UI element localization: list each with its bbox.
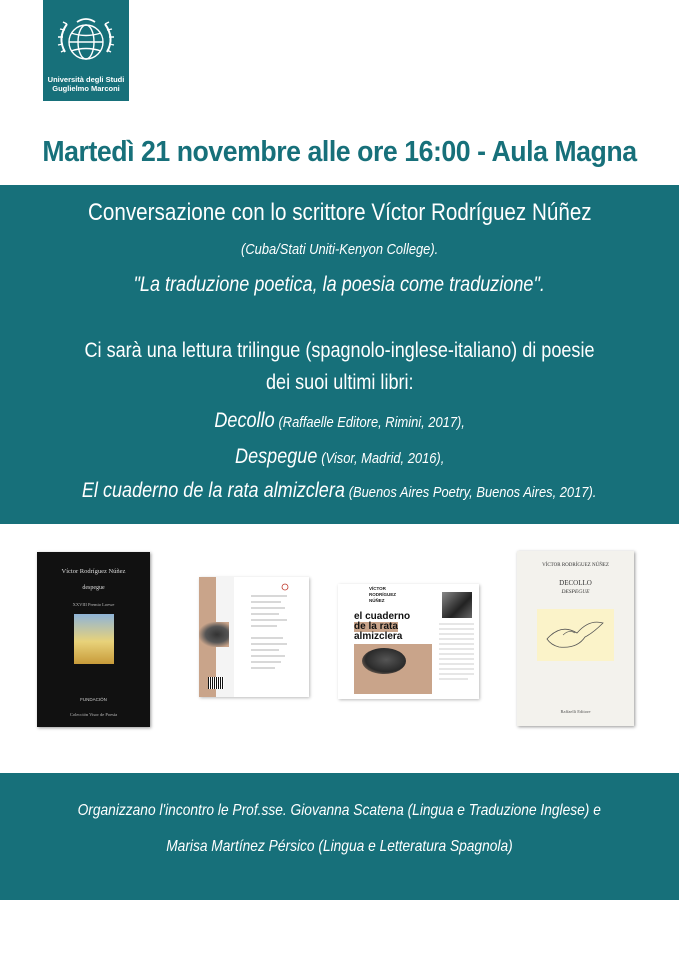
university-globe-emblem-icon	[43, 0, 129, 75]
book-title: El cuaderno de la rata almizclera	[82, 479, 346, 502]
book-photo	[199, 622, 229, 647]
cover-back-text-lines	[438, 620, 476, 700]
cover-subtitle: DESPEGUE	[561, 589, 590, 595]
cover-publisher: Raffaelli Editore	[560, 709, 591, 714]
talk-title: "La traduzione poetica, la poesia come traduzione".	[133, 273, 546, 296]
logo-line-1: Università degli Studi	[47, 75, 125, 84]
event-title: Conversazione con lo scrittore Víctor Rodríguez Núñez	[87, 199, 592, 226]
organizers-line-2	[0, 838, 679, 856]
book-line-decollo	[0, 409, 679, 433]
cover-title-block	[354, 612, 440, 642]
cover-author: VÍCTOR RODRÍGUEZ NÚÑEZ	[369, 586, 396, 603]
reading-text-1: Ci sarà una lettura trilingue (spagnolo-inglese-italiano) di poesie	[84, 339, 595, 362]
organizers-text-2: Marisa Martínez Pérsico (Lingua e Letteratura Spagnola)	[166, 838, 513, 855]
cover-painting	[74, 614, 114, 664]
talk-title-line	[0, 273, 679, 297]
cover-cuaderno	[338, 584, 479, 699]
reading-line-1	[0, 339, 679, 363]
book-details: (Buenos Aires Poetry, Buenos Aires, 2017).	[349, 484, 597, 501]
book-line-cuaderno	[0, 479, 679, 503]
event-title-line	[0, 199, 679, 227]
cover-decollo	[517, 551, 634, 726]
cover-title: despegue	[82, 585, 105, 591]
cover-title: DECOLLO	[559, 579, 592, 587]
book-line-despegue	[0, 445, 679, 469]
affiliation: (Cuba/Stati Uniti-Kenyon College).	[240, 241, 439, 258]
event-date-headline: Martedì 21 novembre alle ore 16:00 - Aula Magna	[42, 136, 637, 168]
cover-publisher-logo: FUNDACIÓN	[80, 697, 107, 702]
reading-line-2	[0, 371, 679, 395]
book-covers-row	[0, 540, 679, 740]
cover-title-line: almizclera	[354, 631, 403, 642]
book-details: (Raffaelle Editore, Rimini, 2017),	[278, 414, 465, 431]
book-barcode	[208, 677, 224, 689]
cover-portrait	[442, 592, 472, 618]
book-title: Despegue	[234, 445, 318, 468]
organizers-line-1	[0, 802, 679, 820]
book-details: (Visor, Madrid, 2016),	[321, 450, 445, 467]
cover-author: VÍCTOR RODRÍGUEZ NÚÑEZ	[542, 563, 609, 568]
cover-title-line: de la rata	[354, 621, 398, 632]
cover-open-book	[199, 577, 309, 697]
cover-author: Víctor Rodríguez Núñez	[61, 568, 126, 575]
dove-drawing-icon	[537, 609, 614, 661]
cover-despegue	[37, 552, 150, 727]
cover-rat-image	[362, 648, 406, 674]
organizers-text-1: Organizzano l'incontro le Prof.sse. Giovanna Scatena (Lingua e Traduzione Inglese) e	[77, 802, 602, 819]
cover-collection: Colección Visor de Poesía	[69, 712, 118, 717]
organizers-band	[0, 773, 679, 900]
cover-title-line: el cuaderno	[354, 611, 411, 622]
university-logo	[43, 0, 129, 101]
book-title: Decollo	[214, 409, 275, 432]
event-info-band	[0, 185, 679, 524]
affiliation-line	[0, 241, 679, 258]
reading-text-2: dei suoi ultimi libri:	[265, 371, 414, 394]
logo-line-2: Guglielmo Marconi	[52, 84, 120, 93]
book-text-lines	[249, 582, 289, 692]
cover-prize: XXVIII Premio Loewe	[72, 602, 115, 607]
